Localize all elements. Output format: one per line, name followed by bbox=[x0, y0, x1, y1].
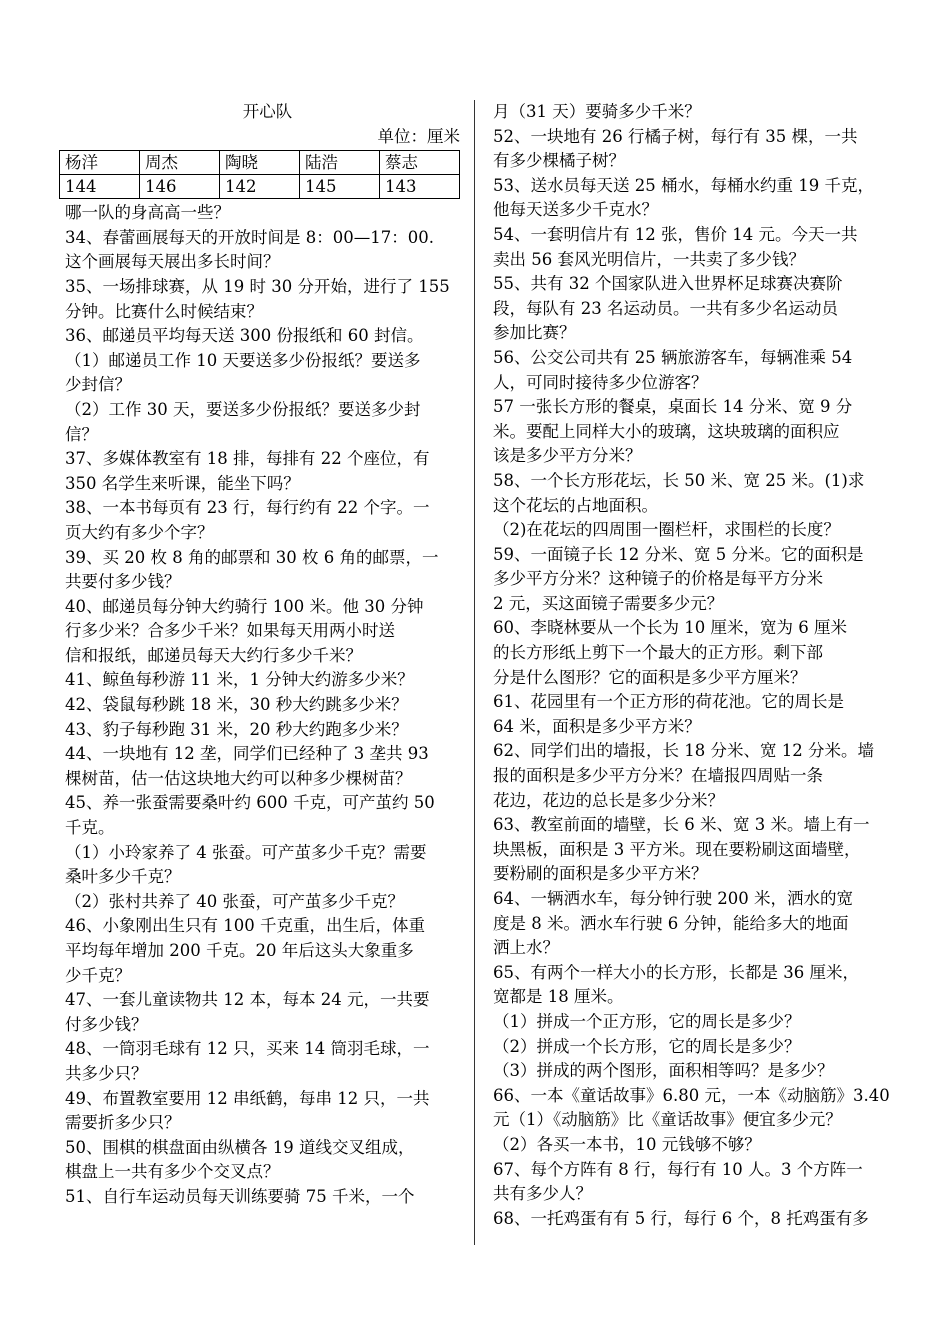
name-cell: 杨洋 bbox=[60, 151, 140, 175]
problem-text-line: 52、一块地有 26 行橘子树，每行有 35 棵，一共 bbox=[493, 126, 858, 146]
left-problem-list bbox=[65, 201, 460, 1209]
problem-text-line: 页大约有多少个字？ bbox=[65, 522, 214, 542]
problem-text-line: （2）各买一本书，10 元钱够不够？ bbox=[493, 1134, 761, 1154]
problem-text-line: 42、袋鼠每秒跳 18 米，30 秒大约跳多少米？ bbox=[65, 695, 408, 715]
problem-text-line: 64、一辆洒水车，每分钟行驶 200 米，洒水的宽 bbox=[493, 889, 853, 908]
problem-text-line: 洒上水？ bbox=[493, 938, 559, 958]
problem-text-line: 64 米，面积是多少平方米？ bbox=[493, 716, 701, 736]
problem-text-line: 米。要配上同样大小的玻璃，这块玻璃的面积应 bbox=[493, 421, 840, 441]
problem-text-line: 信和报纸，邮递员每天大约行多少千米？ bbox=[65, 645, 362, 665]
problem-text-line: 2 元，买这面镜子需要多少元？ bbox=[493, 593, 724, 613]
problem-text-line: （2)在花坛的四周围一圈栏杆，求围栏的长度？ bbox=[493, 520, 840, 540]
problem-text-line: 花边，花边的总长是多少分米？ bbox=[493, 790, 724, 810]
problem-text-line: 53、送水员每天送 25 桶水，每桶水约重 19 千克， bbox=[493, 175, 874, 195]
name-cell: 陶晓 bbox=[220, 151, 300, 175]
problem-text-line: 37、多媒体教室有 18 排，每排有 22 个座位，有 bbox=[65, 449, 430, 469]
height-cell: 144 bbox=[60, 175, 140, 199]
problem-text-line: 多少平方分米？这种镜子的价格是每平方分米 bbox=[493, 569, 823, 589]
problem-text-line: 报的面积是多少平方分米？在墙报四周贴一条 bbox=[493, 766, 823, 786]
problem-text-line: 桑叶多少千克？ bbox=[65, 867, 181, 887]
problem-text-line: （1）邮递员工作 10 天要送多少份报纸？要送多 bbox=[65, 350, 421, 370]
problem-text-line: 要粉刷的面积是多少平方米？ bbox=[493, 864, 708, 884]
problem-text-line: 付多少钱？ bbox=[65, 1014, 148, 1034]
problem-text-line: （1）小玲家养了 4 张蚕。可产茧多少千克？需要 bbox=[65, 842, 427, 862]
problem-text-line: 行多少米？合多少千米？如果每天用两小时送 bbox=[65, 621, 395, 641]
problem-text-line: 共多少只？ bbox=[65, 1063, 148, 1083]
problem-text-line: 少千克？ bbox=[65, 965, 131, 985]
problem-text-line: 61、花园里有一个正方形的荷花池。它的周长是 bbox=[493, 692, 844, 712]
problem-text-line: 56、公交公司共有 25 辆旅游客车，每辆准乘 54 bbox=[493, 347, 853, 367]
table-row-names bbox=[60, 151, 460, 175]
problem-text-line: 少封信？ bbox=[65, 375, 131, 395]
problem-text-line: 51、自行车运动员每天训练要骑 75 千米，一个 bbox=[65, 1186, 415, 1206]
problem-text-line: （2）拼成一个长方形，它的周长是多少？ bbox=[493, 1036, 801, 1056]
problem-text-line: 分钟。比赛什么时候结束？ bbox=[65, 301, 263, 321]
problem-text-line: 38、一本书每页有 23 行，每行约有 22 个字。一 bbox=[65, 498, 430, 518]
problem-text-line: 卖出 56 套风光明信片，一共卖了多少钱？ bbox=[493, 249, 805, 269]
problem-text-line: 宽都是 18 厘米。 bbox=[493, 987, 624, 1007]
problem-text-line: 39、买 20 枚 8 角的邮票和 30 枚 6 角的邮票，一 bbox=[65, 547, 439, 567]
problem-text-line: 34、春蕾画展每天的开放时间是 8：00—17：00. bbox=[65, 227, 434, 247]
problem-text-line: 47、一套儿童读物共 12 本，每本 24 元，一共要 bbox=[65, 990, 430, 1010]
problem-text-line: 58、一个长方形花坛，长 50 米、宽 25 米。(1)求 bbox=[493, 470, 865, 490]
name-cell: 周杰 bbox=[140, 151, 220, 175]
problem-text-line: 需要折多少只？ bbox=[65, 1113, 181, 1133]
unit-label: 单位：厘米 bbox=[377, 126, 460, 146]
problem-text-line: （2）工作 30 天，要送多少份报纸？要送多少封 bbox=[65, 399, 421, 419]
height-cell: 143 bbox=[380, 175, 460, 199]
problem-text-line: 68、一托鸡蛋有有 5 行，每行 6 个，8 托鸡蛋有多 bbox=[493, 1208, 869, 1228]
height-cell: 142 bbox=[220, 175, 300, 199]
problem-text-line: 千克。 bbox=[65, 818, 115, 838]
problem-text-line: 段，每队有 23 名运动员。一共有多少名运动员 bbox=[493, 298, 838, 318]
right-problem-list bbox=[493, 100, 891, 1231]
problem-text-line: 度是 8 米。洒水车行驶 6 分钟，能给多大的地面 bbox=[493, 913, 849, 933]
problem-text-line: 60、李晓林要从一个长为 10 厘米，宽为 6 厘米 bbox=[493, 618, 847, 638]
problem-text-line: 共有多少人？ bbox=[493, 1184, 592, 1204]
problem-text-line: 块黑板，面积是 3 平方米。现在要粉刷这面墙壁， bbox=[493, 839, 861, 859]
problem-text-line: 这个花坛的占地面积。 bbox=[493, 495, 658, 515]
problem-text-line: 元（1）《动脑筋》比《童话故事》便宜多少元？ bbox=[493, 1110, 842, 1130]
column-divider bbox=[474, 100, 475, 1245]
problem-text-line: 的长方形纸上剪下一个最大的正方形。剩下部 bbox=[493, 643, 823, 663]
name-cell: 蔡志 bbox=[380, 151, 460, 175]
height-table bbox=[59, 150, 460, 199]
problem-text-line: 66、一本《童话故事》6.80 元，一本《动脑筋》3.40 bbox=[493, 1085, 890, 1105]
team-title: 开心队 bbox=[242, 102, 293, 121]
problem-text-line: 该是多少平方分米？ bbox=[493, 446, 642, 466]
height-cell: 145 bbox=[300, 175, 380, 199]
problem-text-line: 40、邮递员每分钟大约骑行 100 米。他 30 分钟 bbox=[65, 596, 424, 616]
problem-text-line: 67、每个方阵有 8 行，每行有 10 人。3 个方阵一 bbox=[493, 1159, 863, 1179]
problem-text-line: 54、一套明信片有 12 张，售价 14 元。今天一共 bbox=[493, 224, 858, 244]
problem-text-line: 有多少棵橘子树？ bbox=[493, 151, 625, 171]
problem-text-line: 35、一场排球赛，从 19 时 30 分开始，进行了 155 bbox=[65, 276, 450, 296]
problem-text-line: 分是什么图形？它的面积是多少平方厘米？ bbox=[493, 667, 807, 687]
problem-text-line: 46、小象刚出生只有 100 千克重，出生后，体重 bbox=[65, 916, 425, 936]
problem-text-line: 43、豹子每秒跑 31 米，20 秒大约跑多少米？ bbox=[65, 719, 408, 739]
problem-text-line: 棋盘上一共有多少个交叉点？ bbox=[65, 1162, 280, 1182]
problem-text-line: 棵树苗，估一估这块地大约可以种多少棵树苗？ bbox=[65, 768, 412, 788]
problem-text-line: 45、养一张蚕需要桑叶约 600 千克，可产茧约 50 bbox=[65, 793, 435, 813]
problem-text-line: 41、鲸鱼每秒游 11 米，1 分钟大约游多少米？ bbox=[65, 670, 414, 690]
problem-text-line: 这个画展每天展出多长时间？ bbox=[65, 252, 280, 272]
right-column bbox=[493, 100, 891, 1231]
name-cell: 陆浩 bbox=[300, 151, 380, 175]
problem-text-line: 信？ bbox=[65, 424, 98, 444]
problem-text-line: 62、同学们出的墙报，长 18 分米、宽 12 分米。墙 bbox=[493, 741, 874, 761]
problem-text-line: 哪一队的身高高一些？ bbox=[65, 203, 230, 223]
problem-text-line: 36、邮递员平均每天送 300 份报纸和 60 封信。 bbox=[65, 326, 424, 346]
problem-text-line: 44、一块地有 12 垄，同学们已经种了 3 垄共 93 bbox=[65, 744, 429, 764]
problem-text-line: 共要付多少钱？ bbox=[65, 572, 181, 592]
problem-text-line: 350 名学生来听课，能坐下吗？ bbox=[65, 473, 300, 493]
problem-text-line: （1）拼成一个正方形，它的周长是多少？ bbox=[493, 1011, 801, 1031]
problem-text-line: 人，可同时接待多少位游客？ bbox=[493, 372, 708, 392]
table-row-heights bbox=[60, 175, 460, 199]
height-cell: 146 bbox=[140, 175, 220, 199]
problem-text-line: 参加比赛？ bbox=[493, 323, 576, 343]
problem-text-line: 55、共有 32 个国家队进入世界杯足球赛决赛阶 bbox=[493, 274, 843, 294]
problem-text-line: 他每天送多少千克水？ bbox=[493, 200, 658, 220]
problem-text-line: （3）拼成的两个图形，面积相等吗？是多少？ bbox=[493, 1061, 834, 1081]
problem-text-line: 59、一面镜子长 12 分米、宽 5 分米。它的面积是 bbox=[493, 544, 864, 564]
left-column bbox=[65, 100, 460, 1210]
problem-text-line: 65、有两个一样大小的长方形，长都是 36 厘米， bbox=[493, 962, 859, 982]
problem-text-line: 50、围棋的棋盘面由纵横各 19 道线交叉组成， bbox=[65, 1137, 415, 1157]
problem-text-line: 48、一筒羽毛球有 12 只，买来 14 筒羽毛球，一 bbox=[65, 1039, 430, 1059]
problem-text-line: （2）张村共养了 40 张蚕，可产茧多少千克？ bbox=[65, 891, 404, 911]
problem-text-line: 月（31 天）要骑多少千米？ bbox=[493, 102, 701, 121]
problem-text-line: 63、教室前面的墙壁，长 6 米、宽 3 米。墙上有一 bbox=[493, 815, 870, 835]
problem-text-line: 49、布置教室要用 12 串纸鹤，每串 12 只，一共 bbox=[65, 1088, 430, 1108]
problem-text-line: 57 一张长方形的餐桌，桌面长 14 分米、宽 9 分 bbox=[493, 397, 853, 417]
problem-text-line: 平均每年增加 200 千克。20 年后这头大象重多 bbox=[65, 941, 414, 960]
